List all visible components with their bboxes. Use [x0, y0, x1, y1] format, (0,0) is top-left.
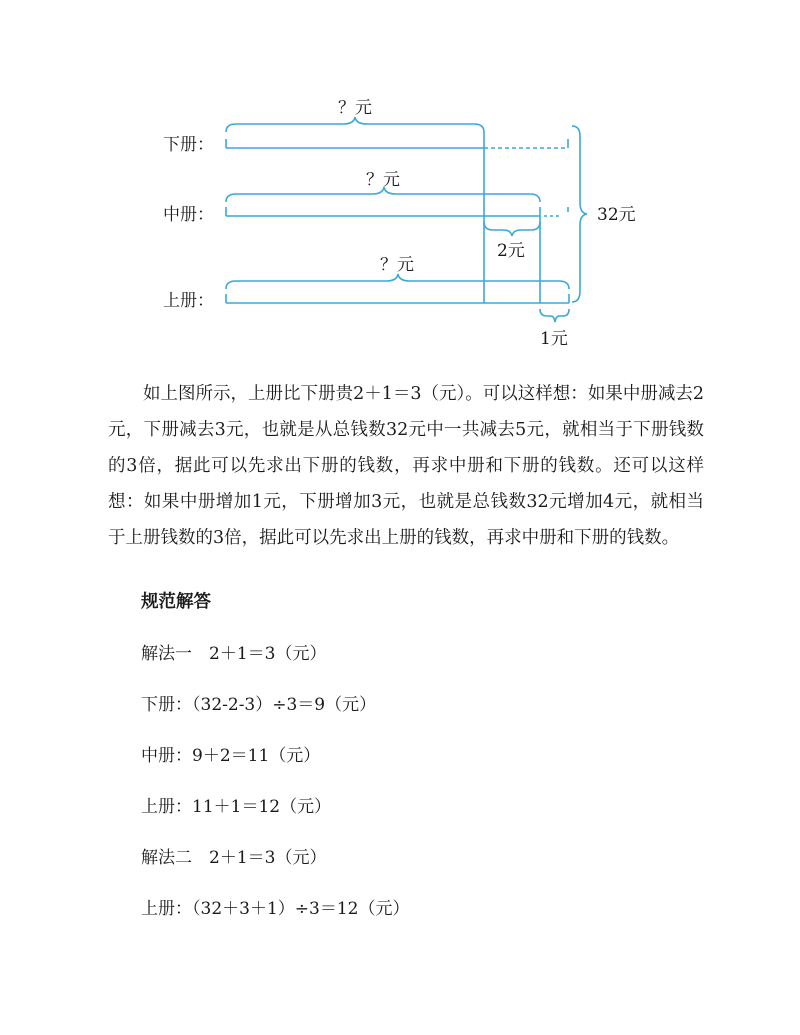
brace-diff-middle	[484, 222, 540, 236]
question-label-bottom-volume: ？元	[338, 98, 372, 118]
question-label-top-volume: ？元	[380, 255, 414, 275]
solution-line-top-volume: 上册：11＋1＝12（元）	[141, 797, 332, 817]
analysis-paragraph: 如上图所示，上册比下册贵2＋1＝3（元）。可以这样想：如果中册减去2元，下册减去3元，也就是从总钱数32元中一共减去5元，就相当于下册钱数的3倍，据此可以先求出下册的钱数，再求中册和下册的钱数。还可以这样想：如果中册增加1元，下册增加3元，也就是总钱数32元增加4元，就相当于上册钱数的3倍，据此可以先求出上册的钱数，再求中册和下册的钱数。	[108, 384, 704, 548]
brace-middle-volume	[226, 187, 540, 202]
difference-label-2: 2元	[497, 241, 525, 261]
solution-line-method2: 解法二 2＋1＝3（元）	[141, 848, 327, 868]
row-label-bottom-volume: 下册：	[163, 135, 214, 155]
row-label-middle-volume: 中册：	[163, 205, 214, 225]
solution-line-method1: 解法一 2＋1＝3（元）	[141, 644, 327, 664]
diagram-lines	[226, 117, 587, 322]
brace-top-volume	[226, 274, 569, 289]
brace-total	[572, 126, 587, 302]
solution-heading: 规范解答	[141, 592, 211, 612]
brace-diff-top	[540, 309, 569, 322]
line-segment-diagram	[0, 0, 800, 360]
brace-bottom-volume	[226, 117, 484, 132]
solution-line-bottom-volume: 下册：（32-2-3）÷3＝9（元）	[141, 695, 377, 715]
solution-line-middle-volume: 中册：9＋2＝11（元）	[141, 746, 321, 766]
difference-label-1: 1元	[540, 329, 568, 349]
solution-line-top-volume-method2: 上册：（32＋3＋1）÷3＝12（元）	[141, 899, 410, 919]
question-label-middle-volume: ？元	[366, 170, 400, 190]
total-label: 32元	[597, 205, 636, 225]
row-label-top-volume: 上册：	[163, 291, 214, 311]
